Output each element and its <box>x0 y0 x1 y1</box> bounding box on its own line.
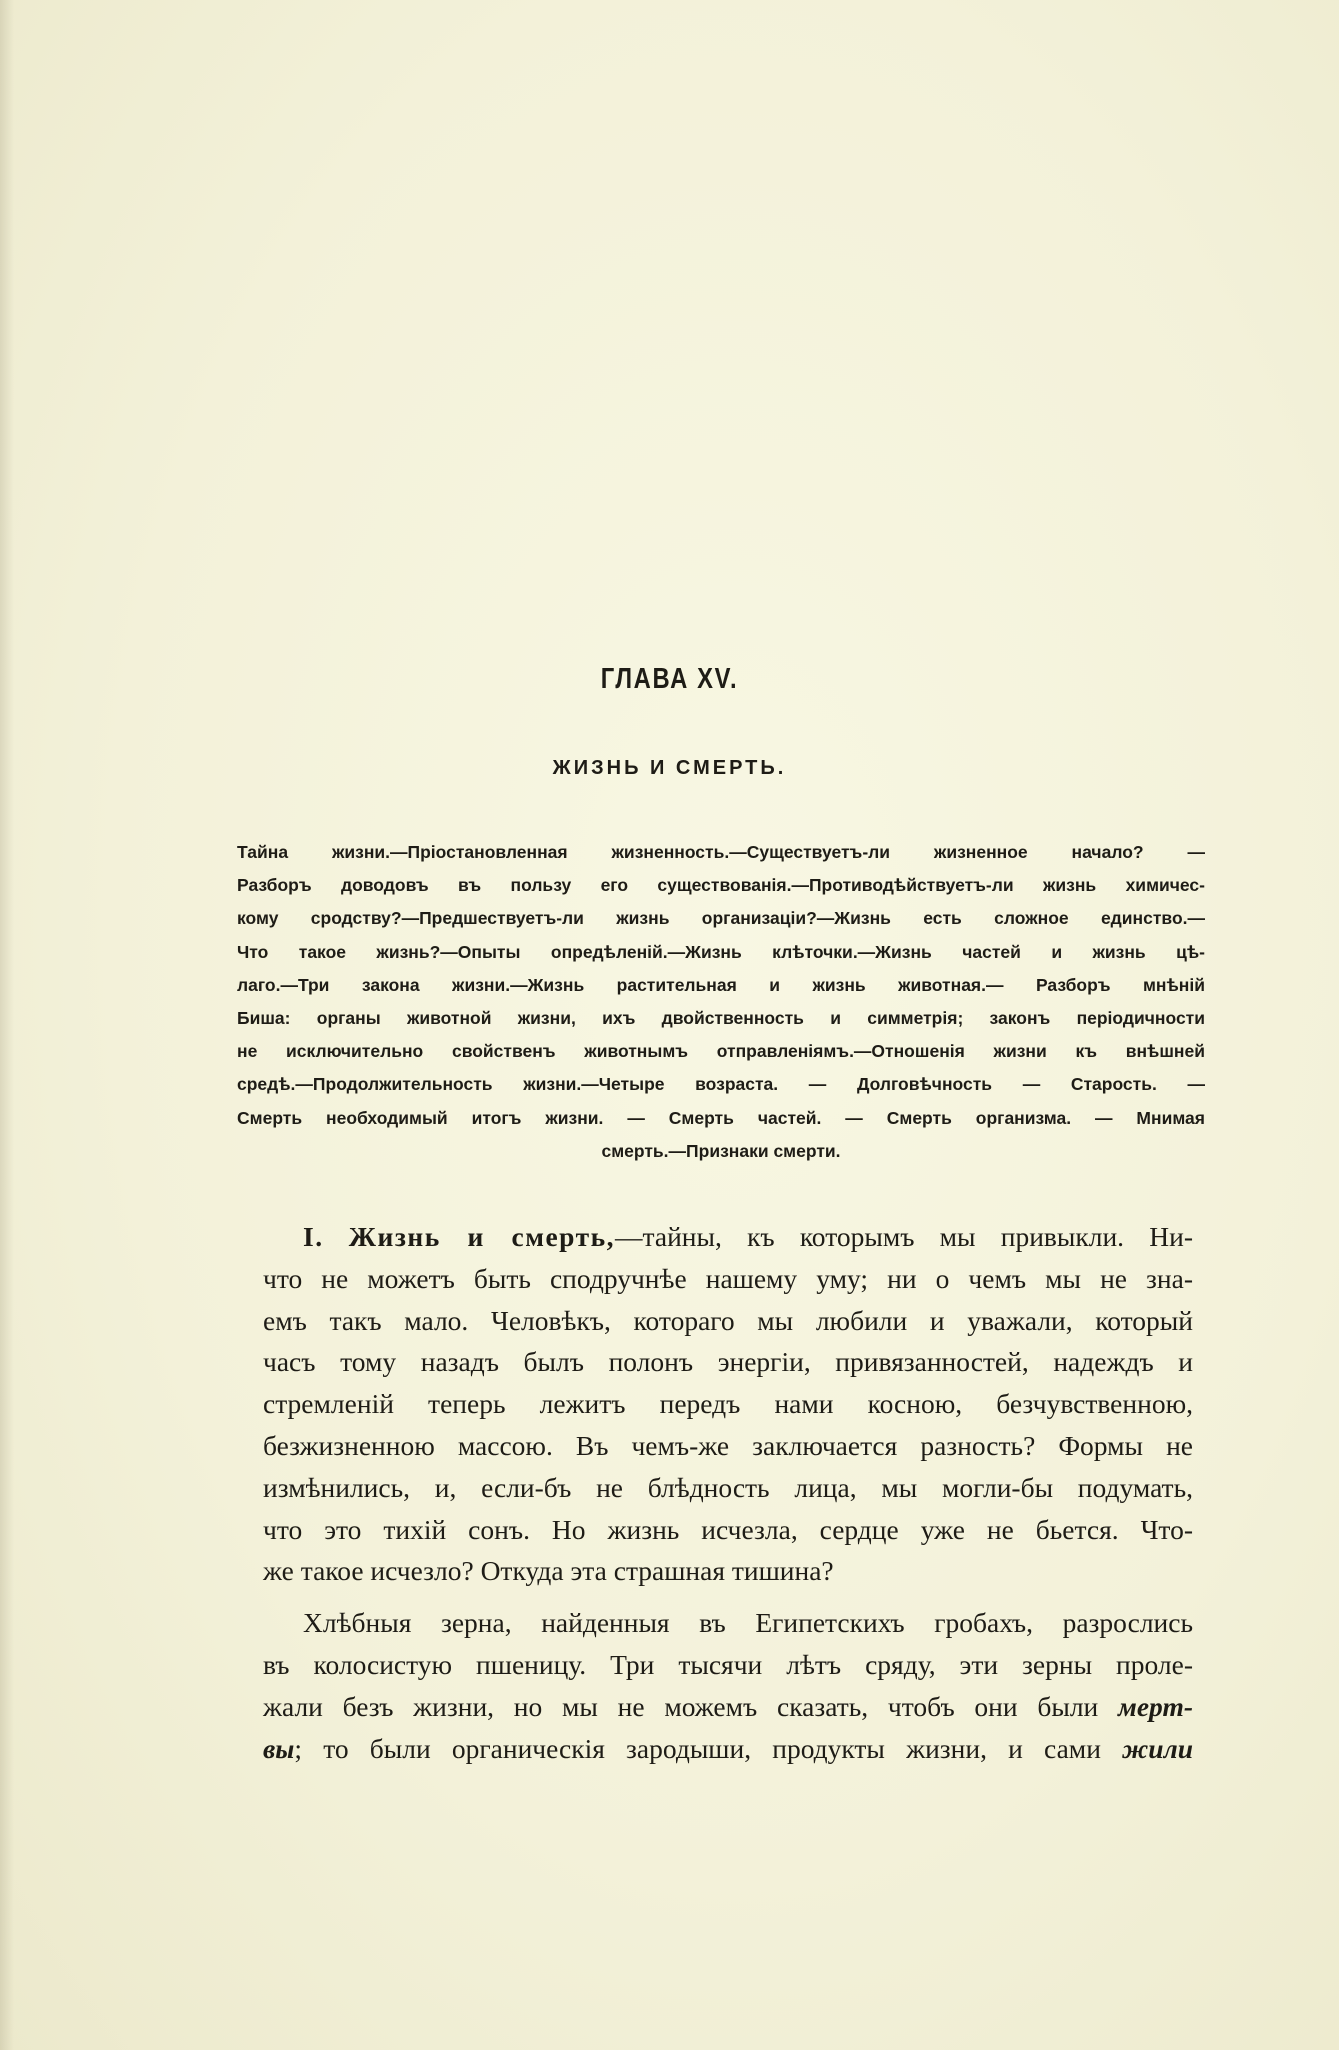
summary-line: Смерть необходимый итогъ жизни. — Смерть частей. — Смерть организма. — Мнимая <box>237 1107 1205 1128</box>
paragraph-line <box>263 1216 1193 1258</box>
line-text: —тайны, къ которымъ мы привыкли. Ни- <box>615 1221 1193 1252</box>
italic-word: мерт- <box>1118 1690 1193 1722</box>
summary-line: Разборъ доводовъ въ пользу его существованія.—Противодѣйствуетъ-ли жизнь химичес- <box>237 875 1205 896</box>
paragraph-line: емъ такъ мало. Человѣкъ, котораго мы любили и уважали, который <box>263 1304 1193 1336</box>
section-number: I. <box>303 1221 324 1252</box>
paragraph-line: часъ тому назадъ былъ полонъ энергіи, привязанностей, надеждъ и <box>263 1346 1193 1378</box>
chapter-title: ГЛАВА XV. <box>600 663 739 695</box>
summary-line: не исключительно свойственъ животнымъ отправленіямъ.—Отношенія жизни къ внѣшней <box>237 1041 1205 1062</box>
lead-phrase: Жизнь и смерть, <box>348 1221 616 1252</box>
page-edge-shadow <box>0 0 14 2050</box>
italic-word: жили <box>1122 1732 1193 1764</box>
summary-line: лаго.—Три закона жизни.—Жизнь растительная и жизнь животная.— Разборъ мнѣній <box>237 974 1205 995</box>
summary-line: смерть.—Признаки смерти. <box>601 1140 841 1161</box>
paragraph-line: измѣнились, и, если-бъ не блѣдность лица, мы могли-бы подумать, <box>263 1471 1193 1503</box>
chapter-subtitle: ЖИЗНЬ И СМЕРТЬ. <box>552 757 787 779</box>
chapter-summary <box>237 836 1205 1168</box>
paragraph-line: въ колосистую пшеницу. Три тысячи лѣтъ сряду, эти зерны проле- <box>263 1648 1193 1680</box>
paragraph-line <box>263 1686 1193 1728</box>
paragraph-1 <box>263 1216 1193 1592</box>
italic-word: вы <box>263 1732 295 1764</box>
line-text: жали безъ жизни, но мы не можемъ сказать, чтобъ они были <box>263 1690 1119 1722</box>
paragraph-line: что это тихій сонъ. Но жизнь исчезла, сердце уже не бьется. Что- <box>263 1513 1193 1545</box>
summary-line: Тайна жизни.—Пріостановленная жизненность.—Существуетъ-ли жизненное начало? — <box>237 842 1205 862</box>
paragraph-line: Хлѣбныя зерна, найденныя въ Египетскихъ гробахъ, разрослись <box>303 1607 1193 1639</box>
paragraph-line: безжизненною массою. Въ чемъ-же заключается разность? Формы не <box>263 1429 1193 1461</box>
paragraph-line <box>263 1728 1193 1770</box>
body-text <box>263 1216 1193 1769</box>
paragraph-line: стремленій теперь лежитъ передъ нами косною, безчувственною, <box>263 1388 1193 1420</box>
summary-line: кому сродству?—Предшествуетъ-ли жизнь организаціи?—Жизнь есть сложное единство.— <box>237 908 1205 929</box>
line-text: ; то были органическія зародыши, продукты жизни, и сами <box>294 1732 1123 1764</box>
summary-line: Биша: органы животной жизни, ихъ двойственность и симметрія; законъ періодичности <box>237 1008 1205 1029</box>
paragraph-line: же такое исчезло? Откуда эта страшная тишина? <box>263 1555 834 1587</box>
paragraph-line: что не можетъ быть сподручнѣе нашему уму; ни о чемъ мы не зна- <box>263 1262 1193 1294</box>
paragraph-2 <box>263 1602 1193 1769</box>
summary-line: Что такое жизнь?—Опыты опредѣленій.—Жизнь клѣточки.—Жизнь частей и жизнь цѣ- <box>237 941 1205 962</box>
summary-line: средѣ.—Продолжительность жизни.—Четыре возраста. — Долговѣчность — Старость. — <box>237 1074 1205 1095</box>
